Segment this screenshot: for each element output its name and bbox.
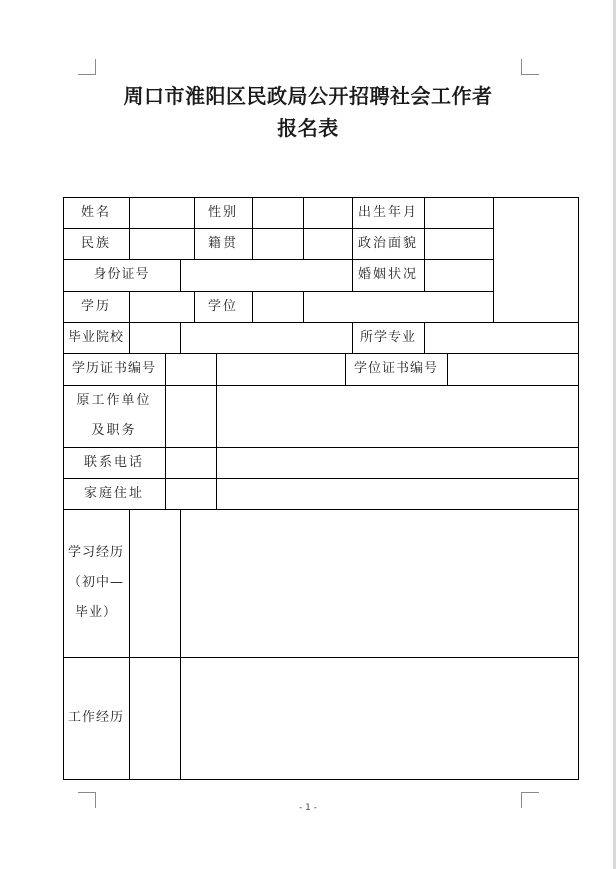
marital-status-label: 婚姻状况 — [357, 267, 418, 282]
birth-date-label: 出生年月 — [357, 204, 418, 220]
ethnicity-label: 民族 — [80, 235, 111, 251]
page-subtitle: 报名表 — [277, 116, 339, 140]
address-label: 家庭住址 — [83, 485, 144, 501]
education-label: 学历 — [80, 298, 111, 314]
work-history-label: 工作经历 — [67, 710, 124, 725]
study-history-label-line3: 毕业） — [74, 605, 117, 620]
phone-label: 联系电话 — [83, 454, 144, 470]
edu-cert-number-label: 学历证书编号 — [71, 361, 156, 376]
political-status-label: 政治面貌 — [357, 235, 418, 251]
crop-mark-top-right — [521, 59, 539, 75]
page-title: 周口市淮阳区民政局公开招聘社会工作者 — [123, 84, 493, 108]
degree-label: 学位 — [207, 298, 238, 314]
previous-employer-label-line2: 及职务 — [91, 423, 137, 438]
graduate-school-label: 毕业院校 — [67, 329, 124, 345]
crop-mark-top-left — [78, 59, 96, 75]
previous-employer-label — [63, 385, 165, 447]
study-history-label-line1: 学习经历 — [67, 545, 124, 560]
name-label: 姓名 — [80, 204, 111, 220]
previous-employer-label-line1: 原工作单位 — [76, 393, 152, 408]
gender-label: 性别 — [207, 204, 238, 220]
origin-label: 籍贯 — [207, 235, 238, 251]
study-history-label-line2: （初中— — [67, 575, 124, 590]
major-label: 所学专业 — [359, 329, 416, 345]
page-number: - 1 - — [299, 803, 317, 813]
degree-cert-number-label: 学位证书编号 — [353, 361, 438, 376]
id-number-label: 身份证号 — [93, 267, 150, 282]
study-history-label — [63, 509, 129, 657]
